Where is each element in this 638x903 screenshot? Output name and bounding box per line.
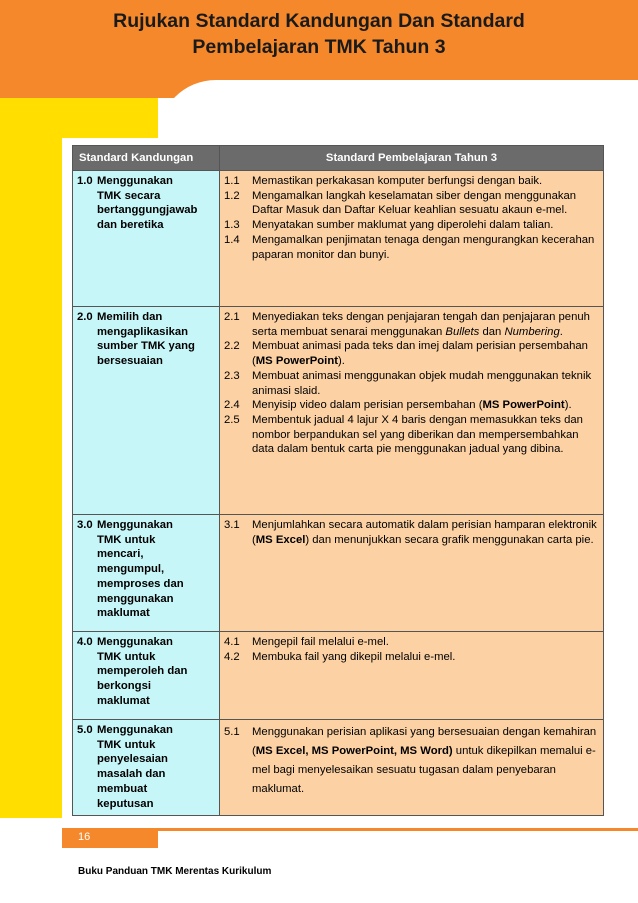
content-standard-text: Menggunakan TMK untuk mencari, mengumpul, memproses dan menggunakan maklumat bbox=[97, 519, 184, 620]
table-row bbox=[73, 307, 604, 515]
content-standard-number: 1.0 bbox=[77, 175, 93, 187]
table-header-row bbox=[73, 146, 604, 171]
content-standard-text: Memilih dan mengaplikasikan sumber TMK yang bersesuaian bbox=[97, 311, 195, 368]
standards-table bbox=[72, 145, 604, 816]
learning-standard-item: 1.3 Menyatakan sumber maklumat yang diperolehi dalam talian. bbox=[224, 219, 554, 232]
content-standard-text: Menggunakan TMK untuk memperoleh dan berkongsi maklumat bbox=[97, 636, 188, 707]
footer-rule bbox=[158, 828, 638, 831]
side-band-corner bbox=[62, 98, 158, 138]
page-title-line-2: Pembelajaran TMK Tahun 3 bbox=[192, 36, 446, 58]
footer-page-tab bbox=[62, 828, 158, 848]
column-header-standard-pembelajaran: Standard Pembelajaran Tahun 3 bbox=[220, 146, 604, 171]
column-header-standard-kandungan: Standard Kandungan bbox=[73, 146, 220, 171]
page-title-line-1: Rujukan Standard Kandungan Dan Standard bbox=[113, 10, 525, 32]
learning-standard-item: 1.2 Mengamalkan langkah keselamatan siber dengan menggunakan Daftar Masuk dan Daftar Keluar keahlian sesuatu akaun e-mel. bbox=[224, 189, 577, 217]
learning-standard-item: 2.2 Membuat animasi pada teks dan imej dalam perisian persembahan (MS PowerPoint). bbox=[224, 340, 588, 368]
learning-standard-item: 2.1 Menyediakan teks dengan penjajaran tengah dan penjajaran penuh serta membuat senarai menggunakan Bullets dan Numbering. bbox=[224, 311, 590, 338]
content-standard-number: 2.0 bbox=[77, 311, 93, 323]
content-standard-number: 5.0 bbox=[77, 724, 93, 736]
content-standard-cell bbox=[73, 515, 220, 632]
learning-standard-item: 1.4 Mengamalkan penjimatan tenaga dengan mengurangkan kecerahan paparan monitor dan bunyi. bbox=[224, 233, 595, 261]
learning-standard-item: 2.4 Menyisip video dalam perisian persembahan (MS PowerPoint). bbox=[224, 399, 572, 412]
content-standard-cell bbox=[73, 171, 220, 307]
table-row bbox=[73, 720, 604, 816]
content-standard-cell bbox=[73, 307, 220, 515]
content-standard-number: 4.0 bbox=[77, 636, 93, 648]
learning-standard-cell bbox=[220, 307, 604, 515]
learning-standard-item: 1.1 Memastikan perkakasan komputer berfungsi dengan baik. bbox=[224, 175, 543, 187]
content-standard-number: 3.0 bbox=[77, 519, 93, 531]
learning-standard-item: 4.2 Membuka fail yang dikepil melalui e-mel. bbox=[224, 650, 456, 663]
content-standard-cell bbox=[73, 720, 220, 816]
page-title bbox=[62, 8, 576, 60]
page-number: 16 bbox=[78, 831, 91, 843]
learning-standard-cell bbox=[220, 515, 604, 632]
table-row bbox=[73, 632, 604, 720]
header-card bbox=[158, 80, 638, 144]
book-title: Buku Panduan TMK Merentas Kurikulum bbox=[78, 866, 272, 877]
learning-standard-item: 2.3 Membuat animasi menggunakan objek mudah menggunakan teknik animasi slaid. bbox=[224, 369, 592, 397]
learning-standard-item: 3.1 Menjumlahkan secara automatik dalam perisian hamparan elektronik (MS Excel) dan menunjukkan secara grafik menggunakan carta pie. bbox=[224, 519, 597, 546]
table-row bbox=[73, 171, 604, 307]
table-row bbox=[73, 515, 604, 632]
learning-standard-cell bbox=[220, 720, 604, 816]
content-standard-text: Menggunakan TMK secara bertanggungjawab dan beretika bbox=[97, 175, 198, 232]
learning-standard-cell bbox=[220, 632, 604, 720]
side-band bbox=[0, 98, 62, 818]
content-standard-cell bbox=[73, 632, 220, 720]
learning-standard-cell bbox=[220, 171, 604, 307]
learning-standard-item: 5.1 Menggunakan perisian aplikasi yang bersesuaian dengan kemahiran (MS Excel, MS PowerPoint, MS Word) untuk dikepilkan memalui e-mel bagi menyelesaikan sesuatu tugasan dalam penyebaran maklumat. bbox=[224, 726, 597, 795]
learning-standard-item: 2.5 Membentuk jadual 4 lajur X 4 baris dengan memasukkan teks dan nombor berpandukan sel yang diberikan dan mempersembahkan data dalam bentuk carta pie menggunakan jadual yang dibina. bbox=[224, 413, 583, 456]
content-standard-text: Menggunakan TMK untuk penyelesaian masalah dan membuat keputusan bbox=[97, 724, 173, 810]
learning-standard-item: 4.1 Mengepil fail melalui e-mel. bbox=[224, 636, 389, 648]
